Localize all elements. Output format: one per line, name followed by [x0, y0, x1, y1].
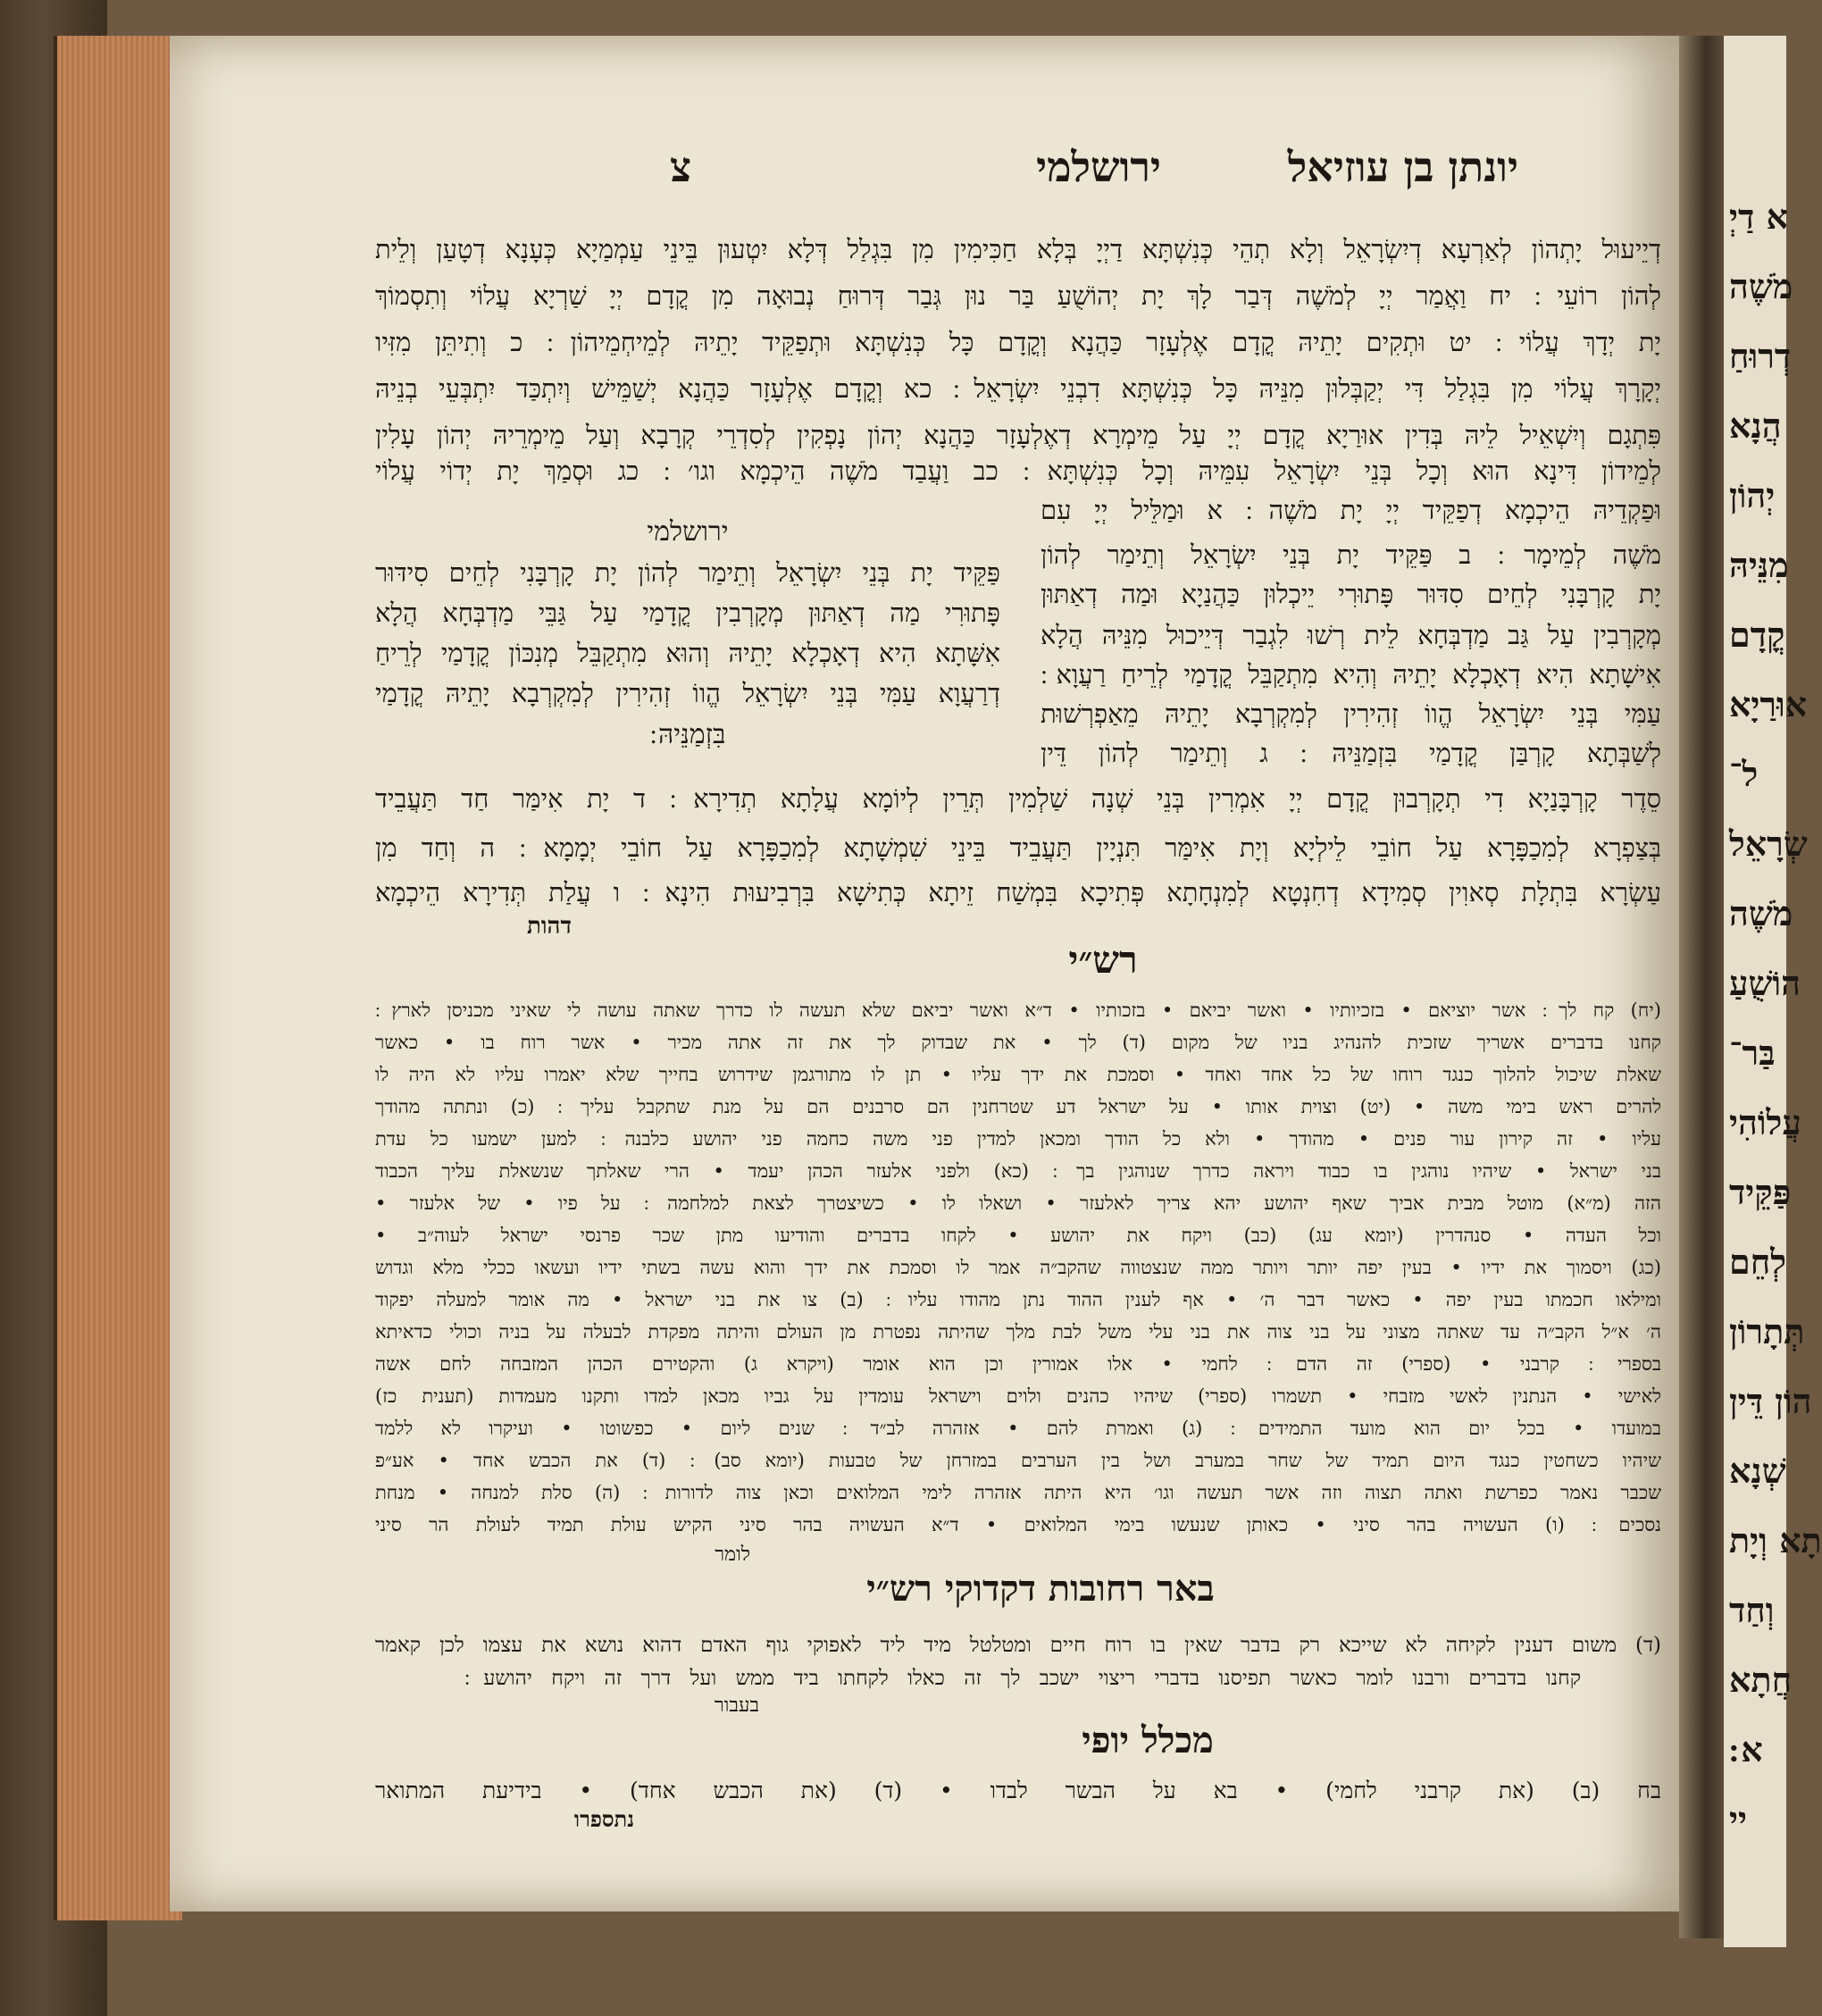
- rashi-line: שיהיו כשחטין כנגד היום תמיד של שחר במערב ושל בין הערבים במזרחן של טבעות (יומא סב) ׃ (ד) את הכבש אחד • אע״פ: [375, 1450, 1661, 1471]
- rashi-line: הזה (מ״א) מוטל מבית אביך שאף יהושע יהא צריך לאלעזר • ושאלו לו • כשיצטרך לצאת למלחמה ׃ על פיו • של אלעזר •: [375, 1192, 1661, 1214]
- rashi-line: (יח) קח לך ׃ אשר יוציאם • בזכיותיו • ואשר יביאם • בזכותיו • ד״א ואשר יביאם שלא תעשה לו כדרך שאתה עושה לי שאיני מכניסן לארץ ׃: [375, 1000, 1661, 1021]
- right-column-line: אִישָׁתָא הִיא דְאָכְלָא יָתֵיהּ וְהִיא מִתְקַבֵּל קֳדָמַי לְרֵיחַ רַעֲוָא ׃: [1041, 659, 1661, 690]
- rashi-line: שכבר נאמר כפרשת ואתה תצוה וזה אשר תעשה וגו׳ היא היתה אזהרה לימי המלואים וכאן צוה לדורות ׃ (ה) סלת למנחה • מנחת: [375, 1482, 1661, 1503]
- targum-line: יָת יְדָךְ עֲלוֹי ׃ יט וּתְקִים יָתֵיהּ קֳדָם אֶלְעָזָר כַּהֲנָא וְקֳדָם כָּל כְּנִשְׁתָּא וּתְפַקֵּיד יָתֵיהּ לְמֵיחְמֵיהוֹן ׃ כ וְתִיתֵּן מִזִּיו: [375, 327, 1661, 357]
- beer-rechovot-heading: באר רחובות דקדוקי רש״י: [866, 1568, 1215, 1610]
- folio-number: צ: [670, 143, 692, 191]
- running-head: [670, 143, 1518, 205]
- rashi-line: שאלת שיכול להלוך כנגד רוחו של כל אחד ואחד • וסמכת את ידך עליו • תן לו מתורגמן שידרוש בחייך שלא יאמרו עליו לא היה לו: [375, 1064, 1661, 1085]
- rashi-line: בני ישראל • שיהיו נוהגין בו כבוד ויראה כדרך שנוהגין בך ׃ (כא) ולפני אלעזר הכהן יעמד • הרי שאלתך שנשאלת עליך הכבוד: [375, 1160, 1661, 1182]
- facing-page-text: מֹשֶׁה: [1729, 893, 1793, 933]
- facing-page-text: הֲנָא: [1729, 406, 1782, 446]
- rashi-line: בספרי ׃ קרבני • (ספרי) זה הדם ׃ לחמי • אלו אמורין וכן הוא אומר (ויקרא ג) והקטירם הכהן המזבחה לחם אשה: [375, 1353, 1661, 1375]
- facing-page-text: חֲתָא: [1729, 1660, 1793, 1700]
- facing-page-text: יי: [1729, 1799, 1747, 1839]
- facing-page-text: תְּתָרוֹן: [1729, 1311, 1805, 1351]
- right-column-line: לְשַׁבְּתָא קָרְבַּן קֳדָמַי בִּזְמַנֵּיהּ ׃ ג וְתֵימַר לְהוֹן דֵּין: [1041, 738, 1661, 768]
- rashi-line: וכל העדה • סנהדרין (יומא עג) (כב) ויקח את יהושע • לקחו בדברים והודיעו מתן שכר פרנסי ישראל לעוה״ב •: [375, 1225, 1661, 1246]
- book-page: [170, 36, 1679, 1911]
- targum-line: יְקָרָךְ עֲלוֹי מִן בִּגְלַל דִּי יְקַבְּלוּן מִנֵּיהּ כָּל כְּנִשְׁתָּא דִבְנֵי יִשְׂרָאֵל ׃ כא וְקֳדָם אֶלְעָזָר כַּהֲנָא יְשַׁמֵּישׁ וְיִתְכַּד יִתְבְּעֵי בְנֵיהּ: [375, 373, 1661, 404]
- rashi-line: ה׳ א״ל הקב״ה עד שאתה מצוני על בני צוה את בני עלי משל לבת מלך שהיתה נפטרת מן העולם והיתה מפקדת לבעלה על בניה וכולי כדאיתא: [375, 1321, 1661, 1343]
- facing-page-text: יְהוֹן: [1729, 475, 1776, 515]
- running-head-title: יונתן בן עוזיאל: [1287, 143, 1518, 191]
- yerushalmi-line: פָּתוּרִי מַה דְאַתּוּן מְקָרְבִין קֳדָמַי עַל גַּבֵּי מַדְבְּחָא הֲלָא: [375, 598, 1000, 628]
- right-column-line: וּפַקְדֵיהּ הֵיכְמָא דְפַקֵּיד יְיָ יָת מֹשֶׁה ׃ א וּמַלֵּיל יְיָ עִם: [1041, 495, 1661, 525]
- facing-page-text: וְחַד: [1729, 1590, 1775, 1630]
- yerushalmi-heading: ירושלמי: [647, 516, 729, 548]
- rashi-line: נסכים ׃ (ו) העשויה בהר סיני • כאותן שנעשו בימי המלואים • ד״א העשויה בהר סיני הקיש עולת תמיד לעולת הר סיני: [375, 1514, 1661, 1535]
- facing-page-text: ל־: [1729, 754, 1759, 794]
- facing-page-text: תָא וְיָת: [1729, 1520, 1822, 1560]
- targum-line: לְמֵידוֹן דִּינָא הוּא וְכָל בְּנֵי יִשְׂרָאֵל עִמֵּיהּ וְכָל כְּנִשְׁתָּא ׃ כב וַעֲבַד מֹשֶׁה הֵיכְמָא וגו׳ ׃ כג וּסְמַךְ יָת יְדוֹי עֲלוֹי: [375, 456, 1661, 486]
- facing-page-text: לְחֵם: [1729, 1242, 1786, 1282]
- running-head-subtitle: ירושלמי: [1036, 143, 1161, 191]
- targum-line: פִּתְגָם וְיִשְׁאֵיל לֵיהּ בְּדִין אוּרַיָא קֳדָם יְיָ עַל מֵימְרָא דְאֶלְעָזָר כַּהֲנָא יְהוֹן נָפְקִין לְסִדְרֵי קְרָבָא וְעַל מֵימְרֵיהּ יְהוֹן עָלִין: [375, 420, 1661, 450]
- facing-page-text: הוֹשֻׁעַ: [1729, 963, 1801, 1003]
- catchword: לומר: [715, 1543, 750, 1566]
- targum-line: עַשְׂרָא בִּתְלָת סְאוִין סְמִידָא דְחִנְטָא לְמִנְחָתָא פְּתִיכָא בִּמְשַׁח זֵיתָא כְּתִישָׁא בִּרְבִיעוּת הִינָא ׃ ו עֲלַת תְּדִירָא הֵיכְמָא: [375, 877, 1661, 908]
- facing-page-text: פַּקֵּיד: [1729, 1172, 1792, 1212]
- rashi-line: (כג) ויסמוך את ידיו • בעין יפה יותר ויותר ממה שנצטווה שהקב״ה אמר לו וסמכת את ידך והוא עשה בשתי ידיו ועשאו ככלי מלא וגדוש: [375, 1257, 1661, 1278]
- facing-page-text: קֳדָם: [1729, 615, 1785, 655]
- facing-page-text: שְׂרָאֵל: [1729, 824, 1808, 864]
- catchword: בעבור: [714, 1694, 759, 1717]
- facing-page-text: מִנֵּיהּ: [1729, 545, 1789, 585]
- yerushalmi-line: דְרַעֲוָא עַמִּי בְּנֵי יִשְׂרָאֵל הֱווֹ זְהִירִין לְמִקְרְבָא יָתֵיהּ קֳדָמַי: [375, 678, 1000, 708]
- facing-page-text: עֲלוֹהִי: [1729, 1102, 1801, 1142]
- targum-line: דְיֵיעוּל יָתְהוֹן לְאַרְעָא דְיִשְׂרָאֵל וְלָא תְהֵי כְּנִשְׁתָּא דַיְיָ בְּלָא חַכִּימִין מִן בִּגְלַל דְּלָא יִטְעוּן בֵּינֵי עַמְמַיָא כְּעָנָא דְטָעַן וְלֵית: [375, 234, 1661, 264]
- catchword: דהות: [527, 913, 572, 940]
- facing-page-text: א ׃: [1729, 1729, 1763, 1769]
- yerushalmi-line: בִּזְמַנֵּיהּ ׃: [649, 719, 726, 750]
- michlal-yofi-line: בח (ב) (את קרבני לחמי) • בא על הבשר לבדו • (ד) (את הכבש אחד) • בידיעת המתואר: [375, 1778, 1661, 1803]
- beer-rechovot-line: קחנו בדברים ורבנו לומר כאשר תפיסנו בדברי ריצוי ישכב לך זה כאלו לקחתו ביד ממש ועל דרך זה ויקח יהושע ׃: [464, 1667, 1581, 1690]
- rashi-heading: רש״י: [1068, 938, 1138, 982]
- right-column-line: מְקָרְבִין עַל גַּב מַדְבְּחָא לֵית רְשׁוּ לִגְבַר דְּיֵיכוּל מִנֵּיהּ הֲלָא: [1041, 620, 1661, 650]
- rashi-line: ומילאו חכמתו בעין יפה • כאשר דבר ה׳ • אף לענין ההוד נתן מהודו עליו ׃ (ב) צו את בני ישראל • מה אומר למעלה יפקוד: [375, 1289, 1661, 1310]
- right-column-line: עַמִּי בְּנֵי יִשְׂרָאֵל הֱווֹ זְהִירִין לְמִקְרְבָא יָתֵיהּ מֵאַפְרְשׁוּת: [1041, 698, 1661, 729]
- rashi-line: להרים ראש בימי משה • (יט) וצוית אותו • על ישראל דע שטרחנין הם סרבנים הם על מנת שתקבל עליך ׃ (כ) ונתתה מהודך: [375, 1096, 1661, 1117]
- beer-rechovot-line: (ד) משום דענין לקיחה לא שייכא רק בדבר שאין בו רוח חיים ומטלטל מיד ליד לאפוקי גוף האדם דהוא נושא את עצמו לכן קאמר: [375, 1634, 1661, 1657]
- targum-line: סֵדֶר קָרְבָּנַיָא דִי תְקָרְבוּן קֳדָם יְיָ אִמְרִין בְּנֵי שְׁנָה שַׁלְמִין תְּרֵין לְיוֹמָא עֲלָתָא תְדִירָא ׃ ד יָת אִימַּר חַד תַּעֲבֵיד: [375, 783, 1661, 814]
- rashi-line: קחנו בדברים אשריך שזכית להנהיג בניו של מקום (ד) לך • את שבדוק לך את זה אתה מכיר • אשר רוח בו • כאשר: [375, 1032, 1661, 1053]
- yerushalmi-line: אִשָּׁתָא הִיא דְאָכְלָא יָתֵיהּ וְהוּא מִתְקַבֵּל מְנִכּוֹן קֳדָמַי לְרֵיחַ: [375, 638, 1000, 668]
- catchword: נתספרו: [573, 1806, 634, 1832]
- right-column-line: יָת קָרְבָּנִי לְחֵים סִדּוּר פָּתוּרִי יֵיכְלוּן כַּהֲנַיָא וּמַה דְאַתּוּן: [1041, 579, 1661, 609]
- michlal-yofi-heading: מכלל יופי: [1082, 1719, 1214, 1761]
- facing-page-text: שְׁנָא: [1729, 1451, 1786, 1491]
- rashi-line: עליו • זה קירון עור פנים • מהודך • ולא כל הודך ומכאן למדין פני משה כחמה פני יהושע כלבנה ׃ למען ישמעו כל עדת: [375, 1128, 1661, 1150]
- rashi-line: במועדו • בכל יום הוא מועד התמידים ׃ (ג) ואמרת להם • אזהרה לב״ד ׃ שנים ליום • כפשוטו • ועיקרו לא ללמד: [375, 1418, 1661, 1439]
- facing-page-text: א דַיְ: [1729, 197, 1788, 237]
- yerushalmi-line: פַּקֵּיד יָת בְּנֵי יִשְׂרָאֵל וְתֵימַר לְהוֹן יָת קָרְבָּנִי לְחֵים סִידּוּר: [375, 557, 1000, 588]
- facing-page-text: מֹשֶׁה: [1729, 266, 1793, 306]
- facing-page-text: אוּרַיָא: [1729, 684, 1808, 724]
- targum-line: בְּצַפְרָא לְמִכַפָּרָא עַל חוֹבֵי לֵילְיָא וְיָת אִימַּר תִּנְיָין תַּעֲבֵיד בֵּינֵי שִׁמְשָׁתָא לְמִכַפָּרָא עַל חוֹבֵי יְמָמָא ׃ ה וְחַד מִן: [375, 832, 1661, 863]
- facing-page-text: דְרוּחַ: [1729, 336, 1792, 376]
- rashi-line: לאישי • הנתנין לאשי מזבחי • תשמרו (ספרי) שיהיו כהנים ולוים וישראל עומדין על גביו מכאן למדו ותקנו מעמדות (תענית כז): [375, 1385, 1661, 1407]
- right-column-line: מֹשֶׁה לְמֵימָר ׃ ב פַּקֵּיד יָת בְּנֵי יִשְׂרָאֵל וְתֵימַר לְהוֹן: [1041, 540, 1661, 570]
- page-edges: [54, 36, 182, 1920]
- targum-line: לְהוֹן רוֹעֵי ׃ יח וַאֲמַר יְיָ לְמֹשֶׁה דְּבַר לָךְ יָת יְהוֹשֻׁעַ בַּר נוּן גְּבַר דְּרוּחַ נְבוּאָה מִן קֳדָם יְיָ שַׁרְיָא עֲלוֹי וְתִסְמוֹךְ: [375, 280, 1661, 311]
- facing-page-text: בַּר־: [1729, 1033, 1776, 1073]
- facing-page-fragment: [1724, 36, 1822, 1947]
- facing-page-text: הוֹן דֵּין: [1729, 1381, 1812, 1421]
